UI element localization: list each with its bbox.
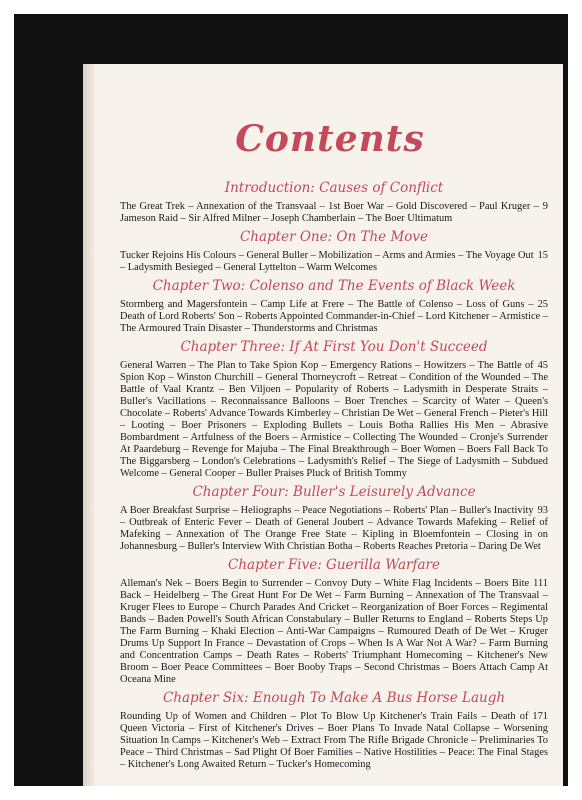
page-number: 171 (532, 711, 548, 722)
page-number: 111 (533, 578, 548, 589)
section-heading: Chapter Three: If At First You Don't Succeed (180, 339, 488, 355)
page-number: 9 (542, 201, 548, 212)
page-number: 25 (537, 299, 548, 310)
section-heading: Chapter One: On The Move (239, 229, 429, 245)
section-text: Stormberg and Magersfontein – Camp Life at Frere – The Battle of Colenso – Loss of Guns – Death of Lord Roberts' Son – Roberts Appointed Commander-in-Chief – Lord Kitchener – Armistice – The Armoured Train Disaster – Thunderstorms and Christmas (120, 299, 548, 334)
page-number: 93 (537, 505, 548, 516)
toc-section-chapter-three (120, 339, 548, 480)
toc-section-chapter-one (120, 229, 548, 274)
section-summary (120, 360, 548, 480)
section-text: Rounding Up of Women and Children – Plot To Blow Up Kitchener's Train Fails – Death of Queen Victoria – First of Kitchener's Drives – Boer Plans To Invade Natal Collapse – Worsening Situation In Camps – Kitchener's Web – Extract From The Rifle Brigade Chronicle – Preliminaries To Peace – Third Christmas – Sad Plight Of Boer Families – Native Hostilities – Peace: The Final Stages – Kitchener's Long Awaited Return – Tucker's Homecoming (120, 711, 548, 770)
section-text: Tucker Rejoins His Colours – General Buller – Mobilization – Arms and Armies – The Voyage Out – Ladysmith Besieged – General Lyttelton – Warm Welcomes (120, 250, 534, 273)
toc-section-introduction (120, 180, 548, 225)
section-text: Alleman's Nek – Boers Begin to Surrender – Convoy Duty – White Flag Incidents – Boers Bite Back – Heidelberg – The Great Hunt For De Wet – Farm Burning – Annexation of The Transvaal – Kruger Flees to Europe – Church Parades And Cricket – Reorganization of Boer Forces – Regimental Bands – Baden Powell's South African Constabulary – Buller Returns to England – Roberts Steps Up The Farm Burning – Khaki Election – Anti-War Campaigns – Rumoured Death of De Wet – Kruger Drums Up Support In France – Devastation of Crops – When Is A War Not A War? – Farm Burning and Concentration Camps – Death Rates – Roberts' Triumphant Homecoming – Kitchener's New Broom – Boer Peace Committees – Boer Booby Traps – Second Christmas – Boers Attach Camp At Oceana Mine (120, 578, 548, 685)
section-text: General Warren – The Plan to Take Spion Kop – Emergency Rations – Howitzers – The Battle of Spion Kop – Winston Churchill – General Thorneycroft – Retreat – Condition of the Wounded – The Battle of Vaal Krantz – Ben Viljoen – Popularity of Roberts – Ladysmith in Desperate Straits – Buller's Vacillations – Reconnaissance Balloons – Boer Trenches – Scarcity of Water – Queen's Chocolate – Roberts' Advance Towards Kimberley – Christian De Wet – General French – Pieter's Hill – Looting – Boer Prisoners – Exploding Bullets – Louis Botha Rallies His Men – Abrasive Bombardment – Artfulness of the Boers – Armistice – Collecting The Wounded – Cronje's Surrender At Paardeburg – Revenge for Majuba – The Final Breakthrough – Boer Women – Boers Fall Back To The Biggarsberg – London's Celebrations – Ladysmith's Relief – The Siege of Ladysmith – Subdued Welcome – General Cooper – Buller Praises Pluck of British Tommy (120, 360, 548, 479)
section-heading: Introduction: Causes of Conflict (224, 180, 444, 196)
section-heading: Chapter Six: Enough To Make A Bus Horse Laugh (162, 690, 506, 706)
section-summary (120, 299, 548, 335)
section-heading: Chapter Two: Colenso and The Events of Black Week (152, 278, 516, 294)
section-heading: Chapter Four: Buller's Leisurely Advance (192, 484, 476, 500)
toc-section-chapter-two (120, 278, 548, 335)
section-heading: Chapter Five: Guerilla Warfare (228, 557, 440, 573)
page-gutter (83, 64, 97, 786)
toc-section-chapter-six (120, 690, 548, 771)
toc-section-chapter-four (120, 484, 548, 553)
toc-section-chapter-five (120, 557, 548, 686)
section-text: A Boer Breakfast Surprise – Heliographs – Peace Negotiations – Roberts' Plan – Buller's Inactivity – Outbreak of Enteric Fever – Death of General Joubert – Advance Towards Mafeking – Relief of Mafeking – Annexation of The Orange Free State – Kipling in Bloemfontein – Closing in on Johannesburg – Buller's Interview With Christian Botha – Roberts Reaches Pretoria – Daring De Wet (120, 505, 548, 552)
section-summary (120, 505, 548, 553)
page-number: 15 (537, 250, 548, 261)
contents-list (120, 180, 548, 775)
section-summary (120, 201, 548, 225)
section-text: The Great Trek – Annexation of the Transvaal – 1st Boer War – Gold Discovered – Paul Kruger – Jameson Raid – Sir Alfred Milner – Joseph Chamberlain – The Boer Ultimatum (120, 201, 539, 224)
section-summary (120, 711, 548, 771)
page-number: 45 (537, 360, 548, 371)
section-summary (120, 250, 548, 274)
contents-title: Contents (235, 118, 425, 160)
section-summary (120, 578, 548, 686)
